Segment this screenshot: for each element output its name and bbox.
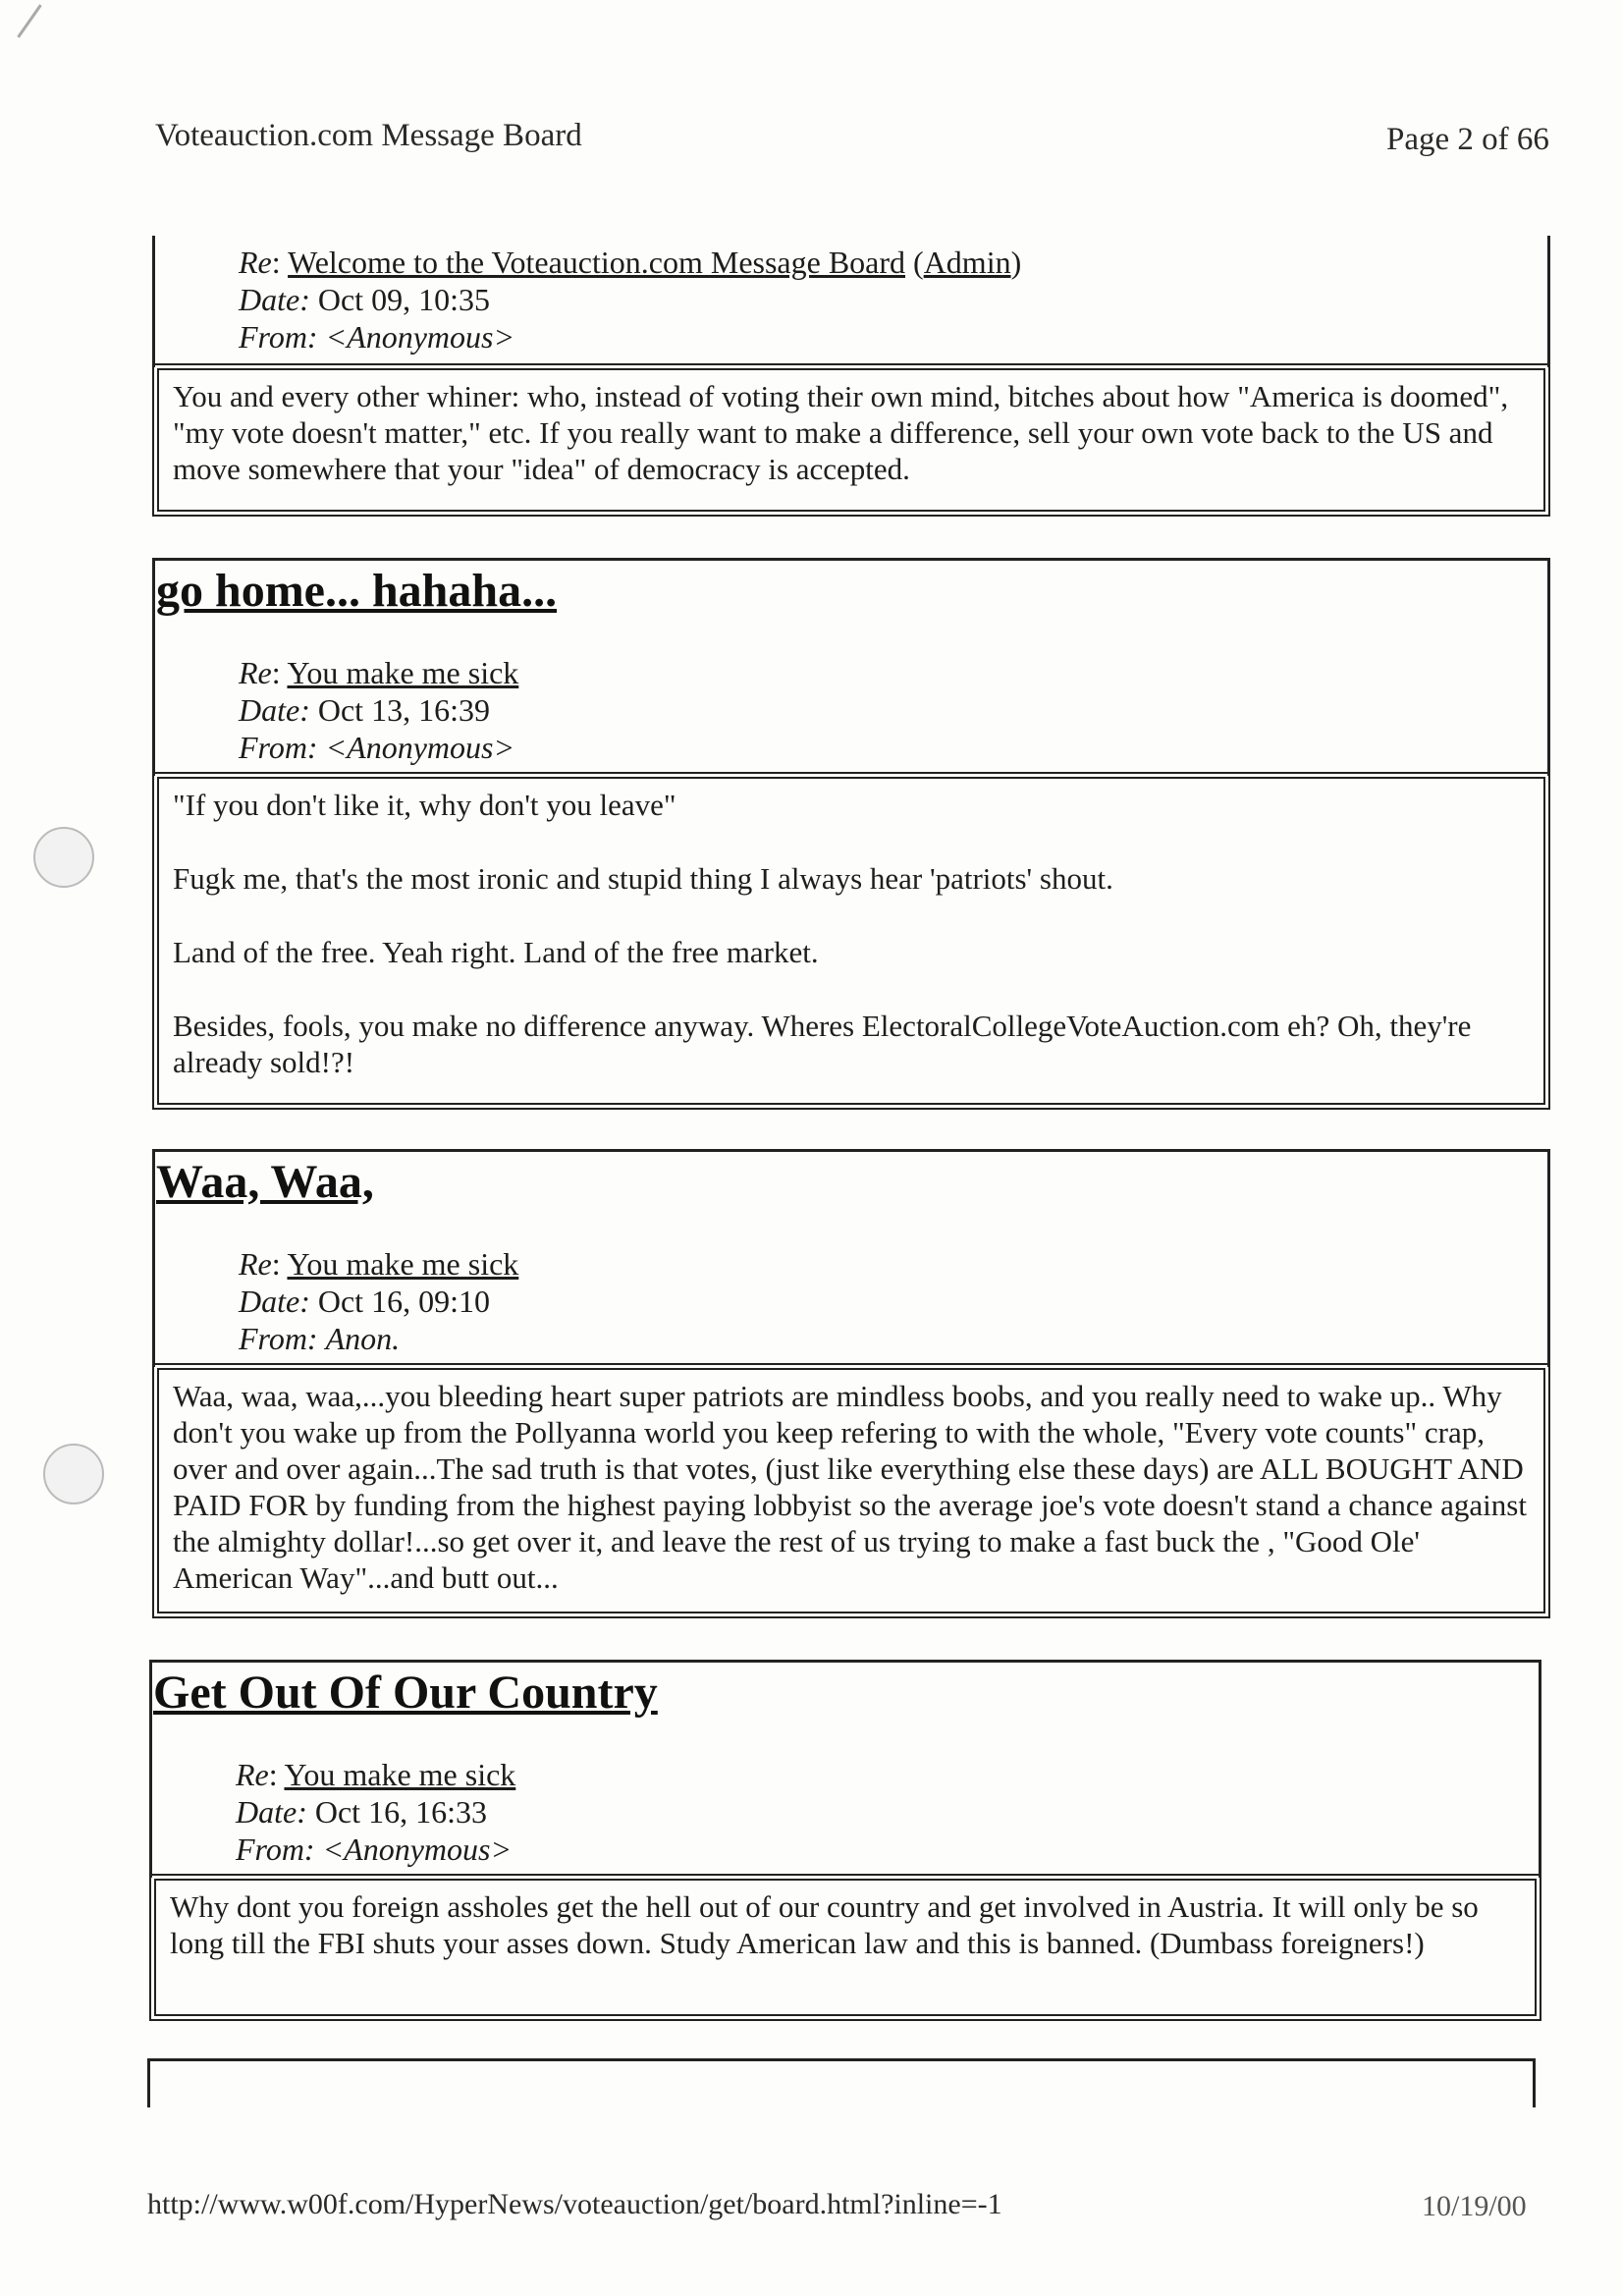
post-title[interactable]: Waa, Waa,	[156, 1156, 374, 1208]
page-header-title: Voteauction.com Message Board	[155, 118, 582, 153]
post-author: <Anonymous>	[322, 1831, 513, 1867]
post-author: <Anonymous>	[325, 730, 515, 765]
post-body	[152, 1363, 1550, 1618]
post-title[interactable]: go home... hahaha...	[156, 565, 558, 617]
punch-hole-bottom	[43, 1444, 104, 1504]
post-date: Oct 16, 16:33	[314, 1794, 487, 1830]
from-label: From:	[236, 1831, 315, 1867]
post-body	[152, 772, 1550, 1110]
punch-hole-top	[33, 827, 94, 888]
post-paragraph: "If you don't like it, why don't you leave"	[173, 788, 676, 822]
from-label: From:	[239, 319, 318, 355]
post-date: Oct 16, 09:10	[317, 1284, 490, 1319]
date-label: Date:	[239, 692, 310, 728]
post-paragraph: Land of the free. Yeah right. Land of the free market.	[173, 935, 819, 969]
post-4	[149, 1660, 1541, 2021]
re-author-link[interactable]: Admin	[923, 245, 1011, 280]
post-1	[152, 236, 1550, 517]
scan-mark	[17, 4, 41, 37]
post-3	[152, 1149, 1550, 1618]
footer-date: 10/19/00	[1422, 2190, 1527, 2222]
date-label: Date:	[236, 1794, 307, 1830]
post-paragraph: You and every other whiner: who, instead of voting their own mind, bitches about how "America is doomed", "my vote doesn't matter," etc. If you really want to make a difference, sell your own vote back to the US and move somewhere that your "idea" of democracy is accepted.	[173, 379, 1509, 486]
re-label: Re	[239, 245, 272, 280]
post-paragraph: Fugk me, that's the most ironic and stupid thing I always hear 'patriots' shout.	[173, 861, 1113, 896]
post-title[interactable]: Get Out Of Our Country	[153, 1667, 658, 1719]
post-meta: Re: You make me sick Date: Oct 16, 16:33 From: <Anonymous>	[236, 1757, 516, 1867]
re-link[interactable]: You make me sick	[287, 655, 519, 690]
from-label: From:	[239, 730, 318, 765]
post-body	[152, 363, 1550, 517]
page-number: Page 2 of 66	[1386, 122, 1549, 157]
post-date: Oct 09, 10:35	[317, 282, 490, 317]
re-link[interactable]: You make me sick	[284, 1757, 516, 1792]
re-label: Re	[239, 1246, 272, 1282]
post-paragraph: Besides, fools, you make no difference anyway. Wheres ElectoralCollegeVoteAuction.com eh? Oh, they're already sold!?!	[173, 1009, 1472, 1079]
from-label: From:	[239, 1321, 318, 1356]
post-paragraph: Waa, waa, waa,...you bleeding heart super patriots are mindless boobs, and you really need to wake up.. Why don't you wake up from the Pollyanna world you keep refering to with the whole, "Every vote counts" crap, over and over again...The sad truth is that votes, (just like everything else these days) are ALL BOUGHT AND PAID FOR by funding from the highest paying lobbyist so the average joe's vote doesn't stand a chance against the almighty dollar!...so get over it, and leave the rest of us trying to make a fast buck the , "Good Ole' American Way"...and butt out...	[173, 1379, 1527, 1595]
re-label: Re	[236, 1757, 269, 1792]
next-post-stub	[147, 2058, 1536, 2107]
post-meta: Re: You make me sick Date: Oct 13, 16:39 From: <Anonymous>	[239, 655, 519, 765]
post-paragraph: Why dont you foreign assholes get the hell out of our country and get involved in Austria. It will only be so long till the FBI shuts your asses down. Study American law and this is banned. (Dumbass foreigners!)	[170, 1889, 1479, 1960]
post-2	[152, 558, 1550, 1110]
re-link[interactable]: Welcome to the Voteauction.com Message Board	[288, 245, 906, 280]
date-label: Date:	[239, 1284, 310, 1319]
post-meta: Re: Welcome to the Voteauction.com Message Board (Admin) Date: Oct 09, 10:35 From: <Anonymous>	[239, 245, 1022, 355]
post-author: <Anonymous>	[325, 319, 515, 355]
post-date: Oct 13, 16:39	[317, 692, 490, 728]
re-link[interactable]: You make me sick	[287, 1246, 519, 1282]
date-label: Date:	[239, 282, 310, 317]
re-label: Re	[239, 655, 272, 690]
footer-url: http://www.w00f.com/HyperNews/voteauction/get/board.html?inline=-1	[147, 2188, 1002, 2220]
post-meta: Re: You make me sick Date: Oct 16, 09:10 From: Anon.	[239, 1246, 519, 1356]
post-author: Anon.	[325, 1321, 401, 1356]
post-body	[149, 1874, 1541, 2021]
